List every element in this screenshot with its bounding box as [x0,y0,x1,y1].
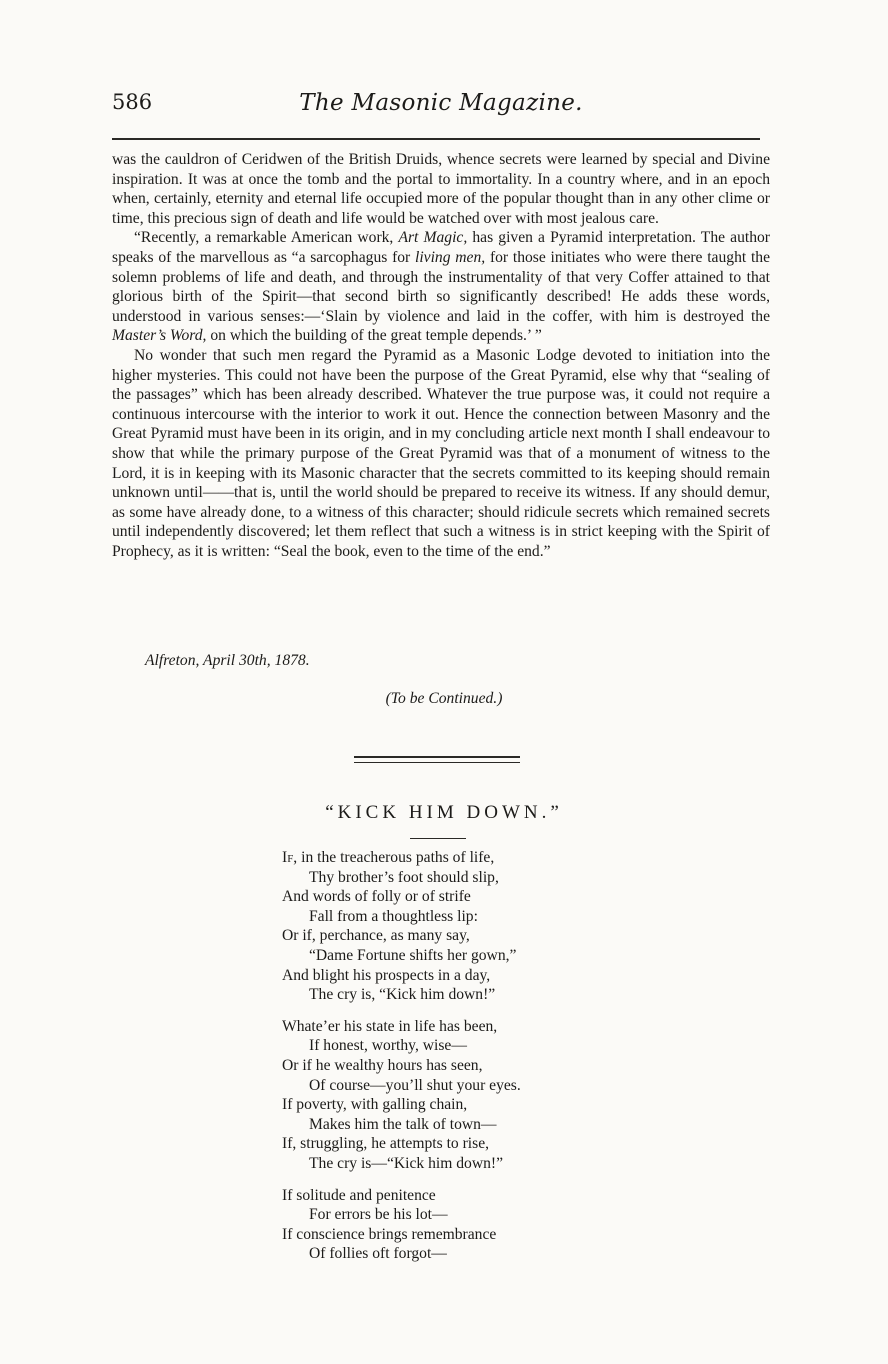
poem-line: The cry is, “Kick him down!” [309,986,496,1004]
poem-line: Or if he wealthy hours has seen, [282,1056,483,1074]
section-divider-thin [354,762,520,763]
living-men-emphasis: living men, [415,248,486,266]
poem-line: If conscience brings remembrance [282,1225,497,1243]
poem-line: Whate’er his state in life has been, [282,1017,498,1035]
section-divider-thick [354,756,520,758]
poem-title: “KICK HIM DOWN.” [325,802,563,823]
art-magic-title: Art Magic, [398,229,468,247]
poem-line: If, in the treacherous paths of life, [282,849,495,866]
poem-line: Thy brother’s foot should slip, [309,868,499,886]
poem-line: Fall from a thoughtless lip: [309,907,478,925]
poem-line: And blight his prospects in a day, [282,966,491,984]
stanza-2 [282,1017,521,1174]
poem-line: And words of folly or of strife [282,888,471,906]
poem-line: If solitude and penitence [282,1186,436,1204]
poem-line: Or if, perchance, as many say, [282,927,470,945]
masters-word-emphasis: Master’s Word, [112,327,207,345]
poem-line: “Dame Fortune shifts her gown,” [309,946,517,964]
stanza-1 [282,848,521,1005]
poem-line: Makes him the talk of town— [309,1115,497,1133]
magazine-title: The Masonic Magazine. [299,90,583,116]
poem-line: Of course—you’ll shut your eyes. [309,1076,521,1094]
article-body [112,150,770,561]
drop-word: If, [282,849,298,866]
stanza-3 [282,1186,521,1264]
poem-body [282,848,521,1276]
paragraph-2: “Recently, a remarkable American work, Art Magic, has given a Pyramid interpretation. The author speaks of the marvellous as “a sarcophagus for living men, for those initiates who were there taught the solemn problems of life and death, and through the instrumentality of that very Coffer attained to that glorious birth of the Spirit—that second birth so significantly described! He adds these words, understood in various senses:—‘Slain by violence and laid in the coffer, with him is destroyed the Master’s Word, on which the building of the great temple depends.’ ” [112,229,771,345]
to-be-continued: (To be Continued.) [385,690,503,707]
poem-line: Of follies oft forgot— [309,1245,447,1263]
poem-line: The cry is—“Kick him down!” [309,1154,504,1172]
paragraph-1: was the cauldron of Ceridwen of the British Druids, whence secrets were learned by special and Divine inspiration. It was at once the tomb and the portal to immortality. In a country where, and in an epoch when, certainly, eternity and eternal life occupied more of the popular thought than in any other clime or time, this precious sign of death and life would be watched over with most jealous care. [112,151,770,227]
poem-line: If honest, worthy, wise— [309,1037,467,1055]
poem-title-rule [410,838,466,839]
page-header [112,90,770,130]
dateline: Alfreton, April 30th, 1878. [145,652,310,669]
poem-line: For errors be his lot— [309,1206,448,1224]
paragraph-3: No wonder that such men regard the Pyramid as a Masonic Lodge devoted to initiation into the higher mysteries. This could not have been the purpose of the Great Pyramid, else why that “sealing of the passages” which has been already described. Whatever the true purpose was, it could not require a continuous intercourse with the interior to work it out. Hence the connection between Masonry and the Great Pyramid must have been in its origin, and in my concluding article next month I shall endeavour to show that while the primary purpose of the Great Pyramid was that of a monument of witness to the Lord, it is in keeping with its Masonic character that the secrets committed to its keeping should remain unknown until——that is, until the world should be prepared to receive its witness. If any should demur, as some have already done, to a witness of this character; should ridicule secrets which remained secrets until independently discovered; let them reflect that such a witness is in strict keeping with the Spirit of Prophecy, as it is written: “Seal the book, even to the time of the end.” [112,346,770,560]
page-number: 586 [112,90,153,114]
poem-line: If poverty, with galling chain, [282,1096,468,1114]
poem-line: If, struggling, he attempts to rise, [282,1135,490,1153]
header-rule [112,138,760,140]
